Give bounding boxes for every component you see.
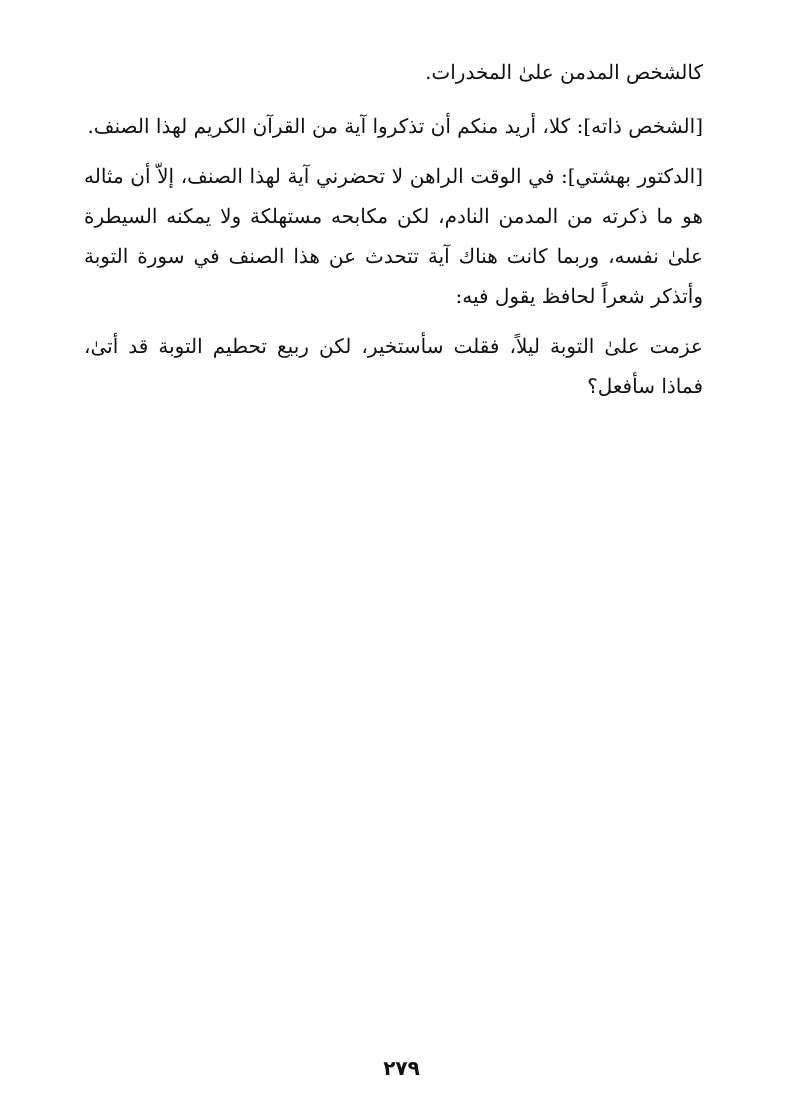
paragraph-dr-beheshti	[84, 156, 703, 316]
paragraph-text: كلا، أريد منكم أن تذكروا آية من القرآن الكريم لهذا الصنف.	[87, 114, 571, 138]
speaker-label: [الشخص ذاته]:	[570, 114, 703, 138]
paragraph-text: في الوقت الراهن لا تحضرني آية لهذا الصنف، إلاّ أن مثاله هو ما ذكرته من المدمن النادم، لكن مكابحه مستهلكة ولا يمكنه السيطرة علىٰ نفسه، وربما كانت هناك آية تتحدث عن هذا الصنف في سورة التوبة وأتذكر شعراً لحافظ يقول فيه:	[84, 164, 703, 308]
paragraph-text: عزمت علىٰ التوبة ليلاً، فقلت سأستخير، لكن ربيع تحطيم التوبة قد أتىٰ، فماذا سأفعل؟	[84, 334, 703, 398]
speaker-label: [الدكتور بهشتي]:	[554, 164, 703, 188]
page-number: ٢٧٩	[383, 1056, 420, 1080]
paragraph-continuation	[84, 52, 703, 92]
body-text	[84, 52, 703, 416]
paragraph-text: كالشخص المدمن علىٰ المخدرات.	[425, 60, 703, 84]
paragraph-questioner	[84, 106, 703, 146]
paragraph-poem-quote	[84, 326, 703, 406]
